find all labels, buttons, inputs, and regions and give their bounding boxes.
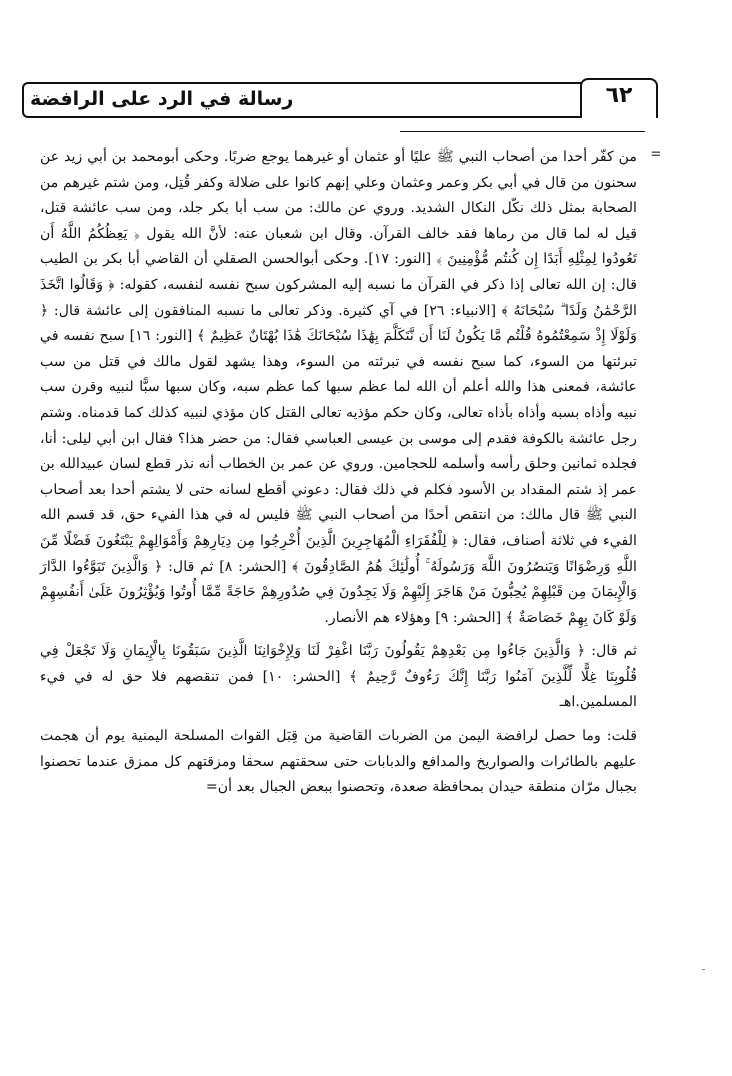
page-number: ٦٢ xyxy=(605,83,633,108)
paragraph-3: قلت: وما حصل لرافضة اليمن من الضربات القاضية من قِبَل القوات المسلحة اليمنية يوم أن هجمت عليهم بالطائرات والصواريخ والمدافع والدبابات حتى سحقتهم سحقا ومزقتهم كل ممزق عندما تحصنوا بجبال مرّان منطقة حيدان بمحافظة صعدة، وتحصنوا ببعض الجبال بعد أن= xyxy=(40,728,637,796)
paragraph-2: ثم قال: ﴿ وَالَّذِينَ جَاءُوا مِن بَعْدِهِمْ يَقُولُونَ رَبَّنَا اغْفِرْ لَنَا وَلِإِخْوَانِنَا الَّذِينَ سَبَقُونَا بِالْإِيمَانِ وَلَا تَجْعَلْ فِي قُلُوبِنَا غِلًّا لِّلَّذِينَ آمَنُوا رَبَّنَا إِنَّكَ رَءُوفٌ رَّحِيمٌ ﴾ [الحشر: ١٠] فمن تنقصهم فلا حق له في فيء المسلمين.اهـ xyxy=(40,643,637,711)
continuation-mark-top: = xyxy=(651,144,661,163)
header-rule xyxy=(400,131,645,132)
running-header-title: رسالة في الرد على الرافضة xyxy=(30,88,294,110)
paragraph-1: من كفّر أحدا من أصحاب النبي ﷺ عليًا أو عثمان أو غيرهما يوجع ضربًا. وحكى أبومحمد بن أبي زيد عن سحنون من قال في أبي بكر وعمر وعثمان وعلي إنهم كانوا على ضلالة وكفر قُتِل، ومن شتم غيرهم من الصحابة بمثل ذلك نكّل النكال الشديد. وروي عن مالك: من سب أبا بكر جلد، ومن سب عائشة قتل، قيل له لما قال من رماها فقد خالف القرآن. وقال ابن شعبان عنه: لأنَّ الله يقول ﴿ يَعِظُكُمُ اللَّهُ أَن تَعُودُوا لِمِثْلِهِ أَبَدًا إِن كُنتُم مُّؤْمِنِينَ ﴾ [النور: ١٧]. وحكى أبوالحسن الصقلي أن القاضي أبا بكر بن الطيب قال: إن الله تعالى إذا ذكر في القرآن ما نسبه إليه المشركون سبح نفسه لنفسه، كقوله: ﴿ وَقَالُوا اتَّخَذَ الرَّحْمَٰنُ وَلَدًا ۗ سُبْحَانَهُ ﴾ [الانبياء: ٢٦] في آي كثيرة. وذكر تعالى ما نسبه المنافقون إلى عائشة قال: ﴿ وَلَوْلَا إِذْ سَمِعْتُمُوهُ قُلْتُم مَّا يَكُونُ لَنَا أَن نَّتَكَلَّمَ بِهَٰذَا سُبْحَانَكَ هَٰذَا بُهْتَانٌ عَظِيمٌ ﴾ [النور: ١٦] سبح نفسه في تبرئتها من السوء، كما سبح نفسه في تبرئته من السوء، وهذا يشهد لقول مالك في قتل من سب عائشة، فمعنى هذا والله أعلم أن الله لما عظم سبها كما عظم سبه، وكان سبها سبًّا لنبيه وقرن سب نبيه وأذاه بسبه وأذاه بأذاه تعالى، وكان حكم مؤذيه تعالى القتل كان مؤذي لنبيه كذلك كما قدمناه. وشتم رجل عائشة بالكوفة فقدم إلى موسى بن عيسى العباسي فقال: من حضر هذا؟ فقال ابن أبي ليلى: أنا، فجلده ثمانين وحلق رأسه وأسلمه للحجامين. وروي عن عمر بن الخطاب أنه نذر قطع لسان عبيدالله بن عمر إذ شتم المقداد بن الأسود فكلم في ذلك فقال: دعوني أقطع لسانه حتى لا يشتم أحدا بعد أصحاب النبي ﷺ قال مالك: من انتقص أحدًا من أصحاب النبي ﷺ فليس له في هذا الفيء حق، قد قسم الله الفيء في ثلاثة أصناف، فقال: ﴿ لِلْفُقَرَاءِ الْمُهَاجِرِينَ الَّذِينَ أُخْرِجُوا مِن دِيَارِهِمْ وَأَمْوَالِهِمْ يَبْتَغُونَ فَضْلًا مِّنَ اللَّهِ وَرِضْوَانًا وَيَنصُرُونَ اللَّهَ وَرَسُولَهُ ۚ أُولَٰئِكَ هُمُ الصَّادِقُونَ ﴾ [الحشر: ٨] ثم قال: ﴿ وَالَّذِينَ تَبَوَّءُوا الدَّارَ وَالْإِيمَانَ مِن قَبْلِهِمْ يُحِبُّونَ مَنْ هَاجَرَ إِلَيْهِمْ وَلَا يَجِدُونَ فِي صُدُورِهِمْ حَاجَةً مِّمَّا أُوتُوا وَيُؤْثِرُونَ عَلَىٰ أَنفُسِهِمْ وَلَوْ كَانَ بِهِمْ خَصَاصَةٌ ﴾ [الحشر: ٩] وهؤلاء هم الأنصار. xyxy=(40,149,638,626)
margin-tick-bottom: - xyxy=(700,962,708,976)
body-text xyxy=(40,145,637,801)
